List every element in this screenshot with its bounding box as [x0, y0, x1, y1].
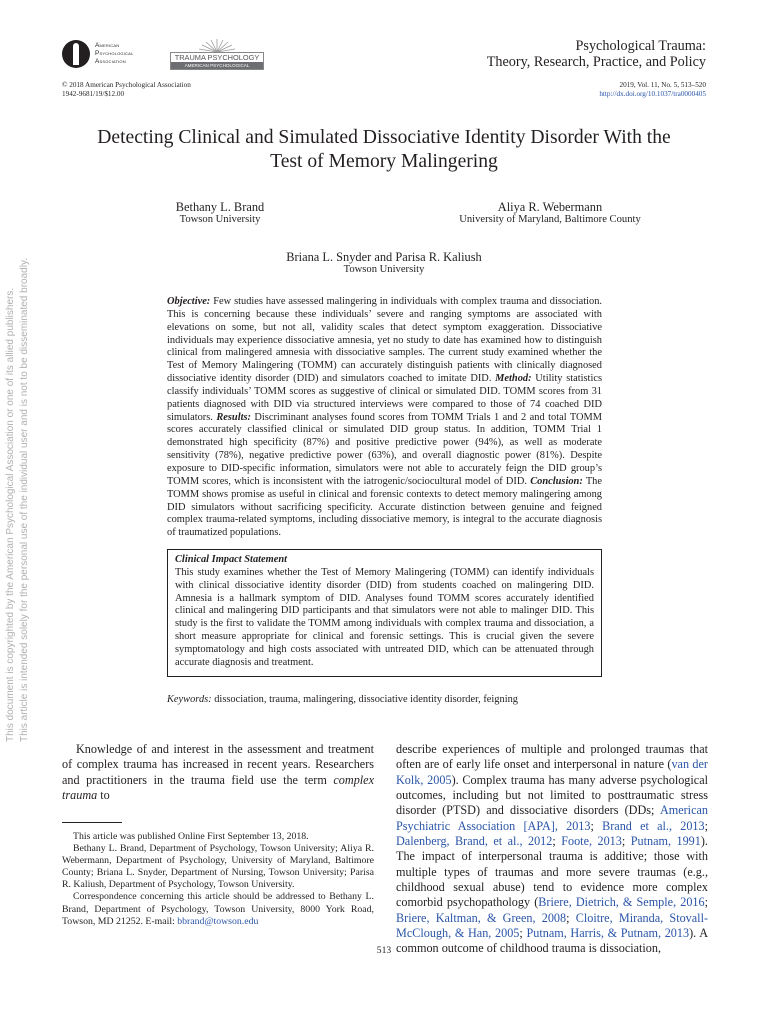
citation-link[interactable]: Briere, Kaltman, & Green, 2008 [396, 910, 567, 925]
trauma-logo-title: TRAUMA PSYCHOLOGY [174, 53, 260, 62]
citation-link[interactable]: Brand et al., 2013 [602, 818, 705, 833]
abstract [167, 296, 602, 540]
author-block [140, 200, 300, 226]
abstract-objective: Few studies have assessed malingering in individuals with complex trauma and dissociation. This is concerning because these individuals’ severe and ranging symptoms are associated with elevations on some, but not all, validity scales that detect symptom exaggeration. Dissociative individuals may experience dissociative amnesia, yet no study to date has examined how to distinguish clinical from malingered amnesia with dissociative samples. The current study examined whether the Test of Memory Malingering (TOMM) can accurately distinguish patients with clinically diagnosed dissociative identity disorder (DID) and simulators coached to imitate DID. [167, 296, 602, 385]
volume-info: 2019, Vol. 11, No. 5, 513–520 http://dx.doi.org/10.1037/tra0000405 [599, 81, 706, 98]
email-link[interactable]: bbrand@towson.edu [177, 915, 259, 927]
page-number: 513 [376, 945, 392, 956]
citation-link[interactable]: Putnam, 1991 [630, 834, 701, 849]
footnote-correspondence: Correspondence concerning this article should be addressed to Bethany L. Brand, Department of Psychology, Towson University, 8000 York Road, Towson, MD 21252. E-mail: bbrand@towson.edu [62, 891, 374, 927]
sunburst-icon [197, 38, 237, 52]
impact-heading: Clinical Impact Statement [175, 554, 287, 565]
citation-link[interactable]: Briere, Dietrich, & Semple, 2016 [538, 895, 705, 910]
abstract-label-results: Results: [216, 411, 251, 423]
body-left-column [62, 742, 374, 803]
doi-link[interactable]: http://dx.doi.org/10.1037/tra0000405 [599, 89, 706, 98]
abstract-results: Discriminant analyses found scores from TOMM Trials 1 and 2 and total TOMM scores accurately classified clinical or simulated DID group status. In addition, TOMM Trial 1 demonstrated high specificity (87%) and positive predictive power (94%), as well as moderate sensitivity (78%), negative predictive power (63%), and overall diagnostic power (81%). Despite exposure to DID-specific information, simulators were not able to accurately feign the DID group’s TOMM scores, which is inconsistent with the iatrogenic/sociocultural model of DID. [167, 411, 602, 487]
trauma-logo-subtitle: AMERICAN PSYCHOLOGICAL ASSOCIATION [171, 62, 263, 69]
author-name: Bethany L. Brand [175, 200, 265, 214]
abstract-label-objective: Objective: [167, 296, 211, 307]
footnotes [62, 831, 374, 928]
footnote-affiliations: Bethany L. Brand, Department of Psychology, Towson University; Aliya R. Webermann, Department of Psychology, University of Maryland, Baltimore County; Briana L. Snyder, Department of Nursing, Towson University; Parisa R. Kaliush, Department of Psychology, Towson University. [62, 843, 374, 891]
footnote-published: This article was published Online First September 13, 2018. [73, 831, 309, 842]
author-block [420, 200, 680, 226]
side-note-line: This document is copyrighted by the American Psychological Association or one of its allied publishers. [5, 287, 16, 742]
footnote-rule [62, 822, 122, 823]
emphasis-term: complex trauma [62, 772, 374, 803]
citation-link[interactable]: van der Kolk, 2005 [396, 757, 708, 787]
apa-logo [62, 40, 162, 70]
citation-link[interactable]: Foote, 2013 [561, 834, 622, 849]
apa-seal-icon [62, 40, 90, 68]
keywords [167, 693, 602, 706]
journal-name: Psychological Trauma: Theory, Research, Practice, and Policy [486, 38, 706, 70]
author-name: Briana L. Snyder and Parisa R. Kaliush [286, 250, 482, 264]
trauma-logo-box [170, 52, 264, 75]
abstract-conclusion: The TOMM shows promise as useful in clinical and forensic contexts to detect memory malingering among DID simulators without sacrificing specificity. Accurate distinction between genuine and feigned complex trauma-related symptoms, including dissociative memory, is integral to the accurate diagnosis of traumatized populations. [167, 475, 602, 539]
clinical-impact-statement [167, 549, 602, 677]
body-paragraph: Knowledge of and interest in the assessment and treatment of complex trauma has increased in recent years. Researchers and practitioners in the trauma field use the term complex trauma to [62, 742, 374, 803]
abstract-method: Utility statistics classify individuals’ TOMM scores as suggestive of clinical or simulated DID. TOMM scores from 31 patients diagnosed with DID via structured interviews were compared to those of 74 coached DID simulators. [167, 373, 602, 423]
keywords-text: dissociation, trauma, malingering, dissociative identity disorder, feigning [211, 694, 518, 705]
author-name: Aliya R. Webermann [497, 200, 603, 214]
abstract-label-conclusion: Conclusion: [530, 475, 583, 487]
apa-logo-text: American Psychological Association [95, 42, 134, 65]
citation-link[interactable]: American Psychiatric Association [APA], 2013 [396, 803, 708, 833]
author-affiliation: Towson University [179, 214, 261, 225]
article-title: Detecting Clinical and Simulated Dissociative Identity Disorder With the Test of Memory Malingering [97, 127, 671, 172]
side-note-line: This article is intended solely for the personal use of the individual user and is not to be disseminated broadly. [19, 258, 30, 742]
citation-link[interactable]: Putnam, Harris, & Putnam, 2013 [526, 926, 690, 941]
author-affiliation: University of Maryland, Baltimore County [459, 214, 641, 225]
impact-text: This study examines whether the Test of Memory Malingering (TOMM) can identify individuals with clinical dissociative identity disorder (DID) from students coached on malingering DID. Amnesia is a hallmark symptom of DID. Analyses found TOMM scores accurately identified clinical and malingering DID participants and that simulators were not able to malinger DID. This study is the first to validate the TOMM among individuals with complex trauma and dissociation, a short measure appropriate for clinical and forensic settings. This is crucial given the severe symptomatology and high costs associated with untreated DID, which can be attenuated through accurate diagnosis and treatment. [175, 566, 594, 668]
copyright-info: © 2018 American Psychological Association 1942-9681/19/$12.00 [62, 81, 191, 98]
author-block [200, 250, 568, 276]
body-right-column: describe experiences of multiple and prolonged traumas that often are of early life onset and interpersonal in nature (van der Kolk, 2005). Complex trauma has many adverse psychological outcomes, including but not limited to posttraumatic stress disorder (PTSD) and dissociative disorders (DDs; American Psychiatric Association [APA], 2013; Brand et al., 2013; Dalenberg, Brand, et al., 2012; Foote, 2013; Putnam, 1991). The impact of interpersonal trauma is additive; those with multiple types of traumas and more severe traumas (e.g., childhood sexual abuse) tend to evidence more complex comorbid psychopathology (Briere, Dietrich, & Semple, 2016; Briere, Kaltman, & Green, 2008; Cloitre, Miranda, Stovall-McClough, & Han, 2005; Putnam, Harris, & Putnam, 2013). A common outcome of childhood trauma is dissociation, [396, 742, 709, 956]
trauma-psychology-logo [170, 38, 264, 75]
keywords-label: Keywords: [167, 694, 212, 705]
citation-link[interactable]: Dalenberg, Brand, et al., 2012 [396, 834, 553, 849]
author-affiliation: Towson University [343, 264, 425, 275]
abstract-label-method: Method: [495, 373, 532, 385]
citation-link[interactable]: Cloitre, Miranda, Stovall-McClough, & Han, 2005 [396, 910, 709, 941]
